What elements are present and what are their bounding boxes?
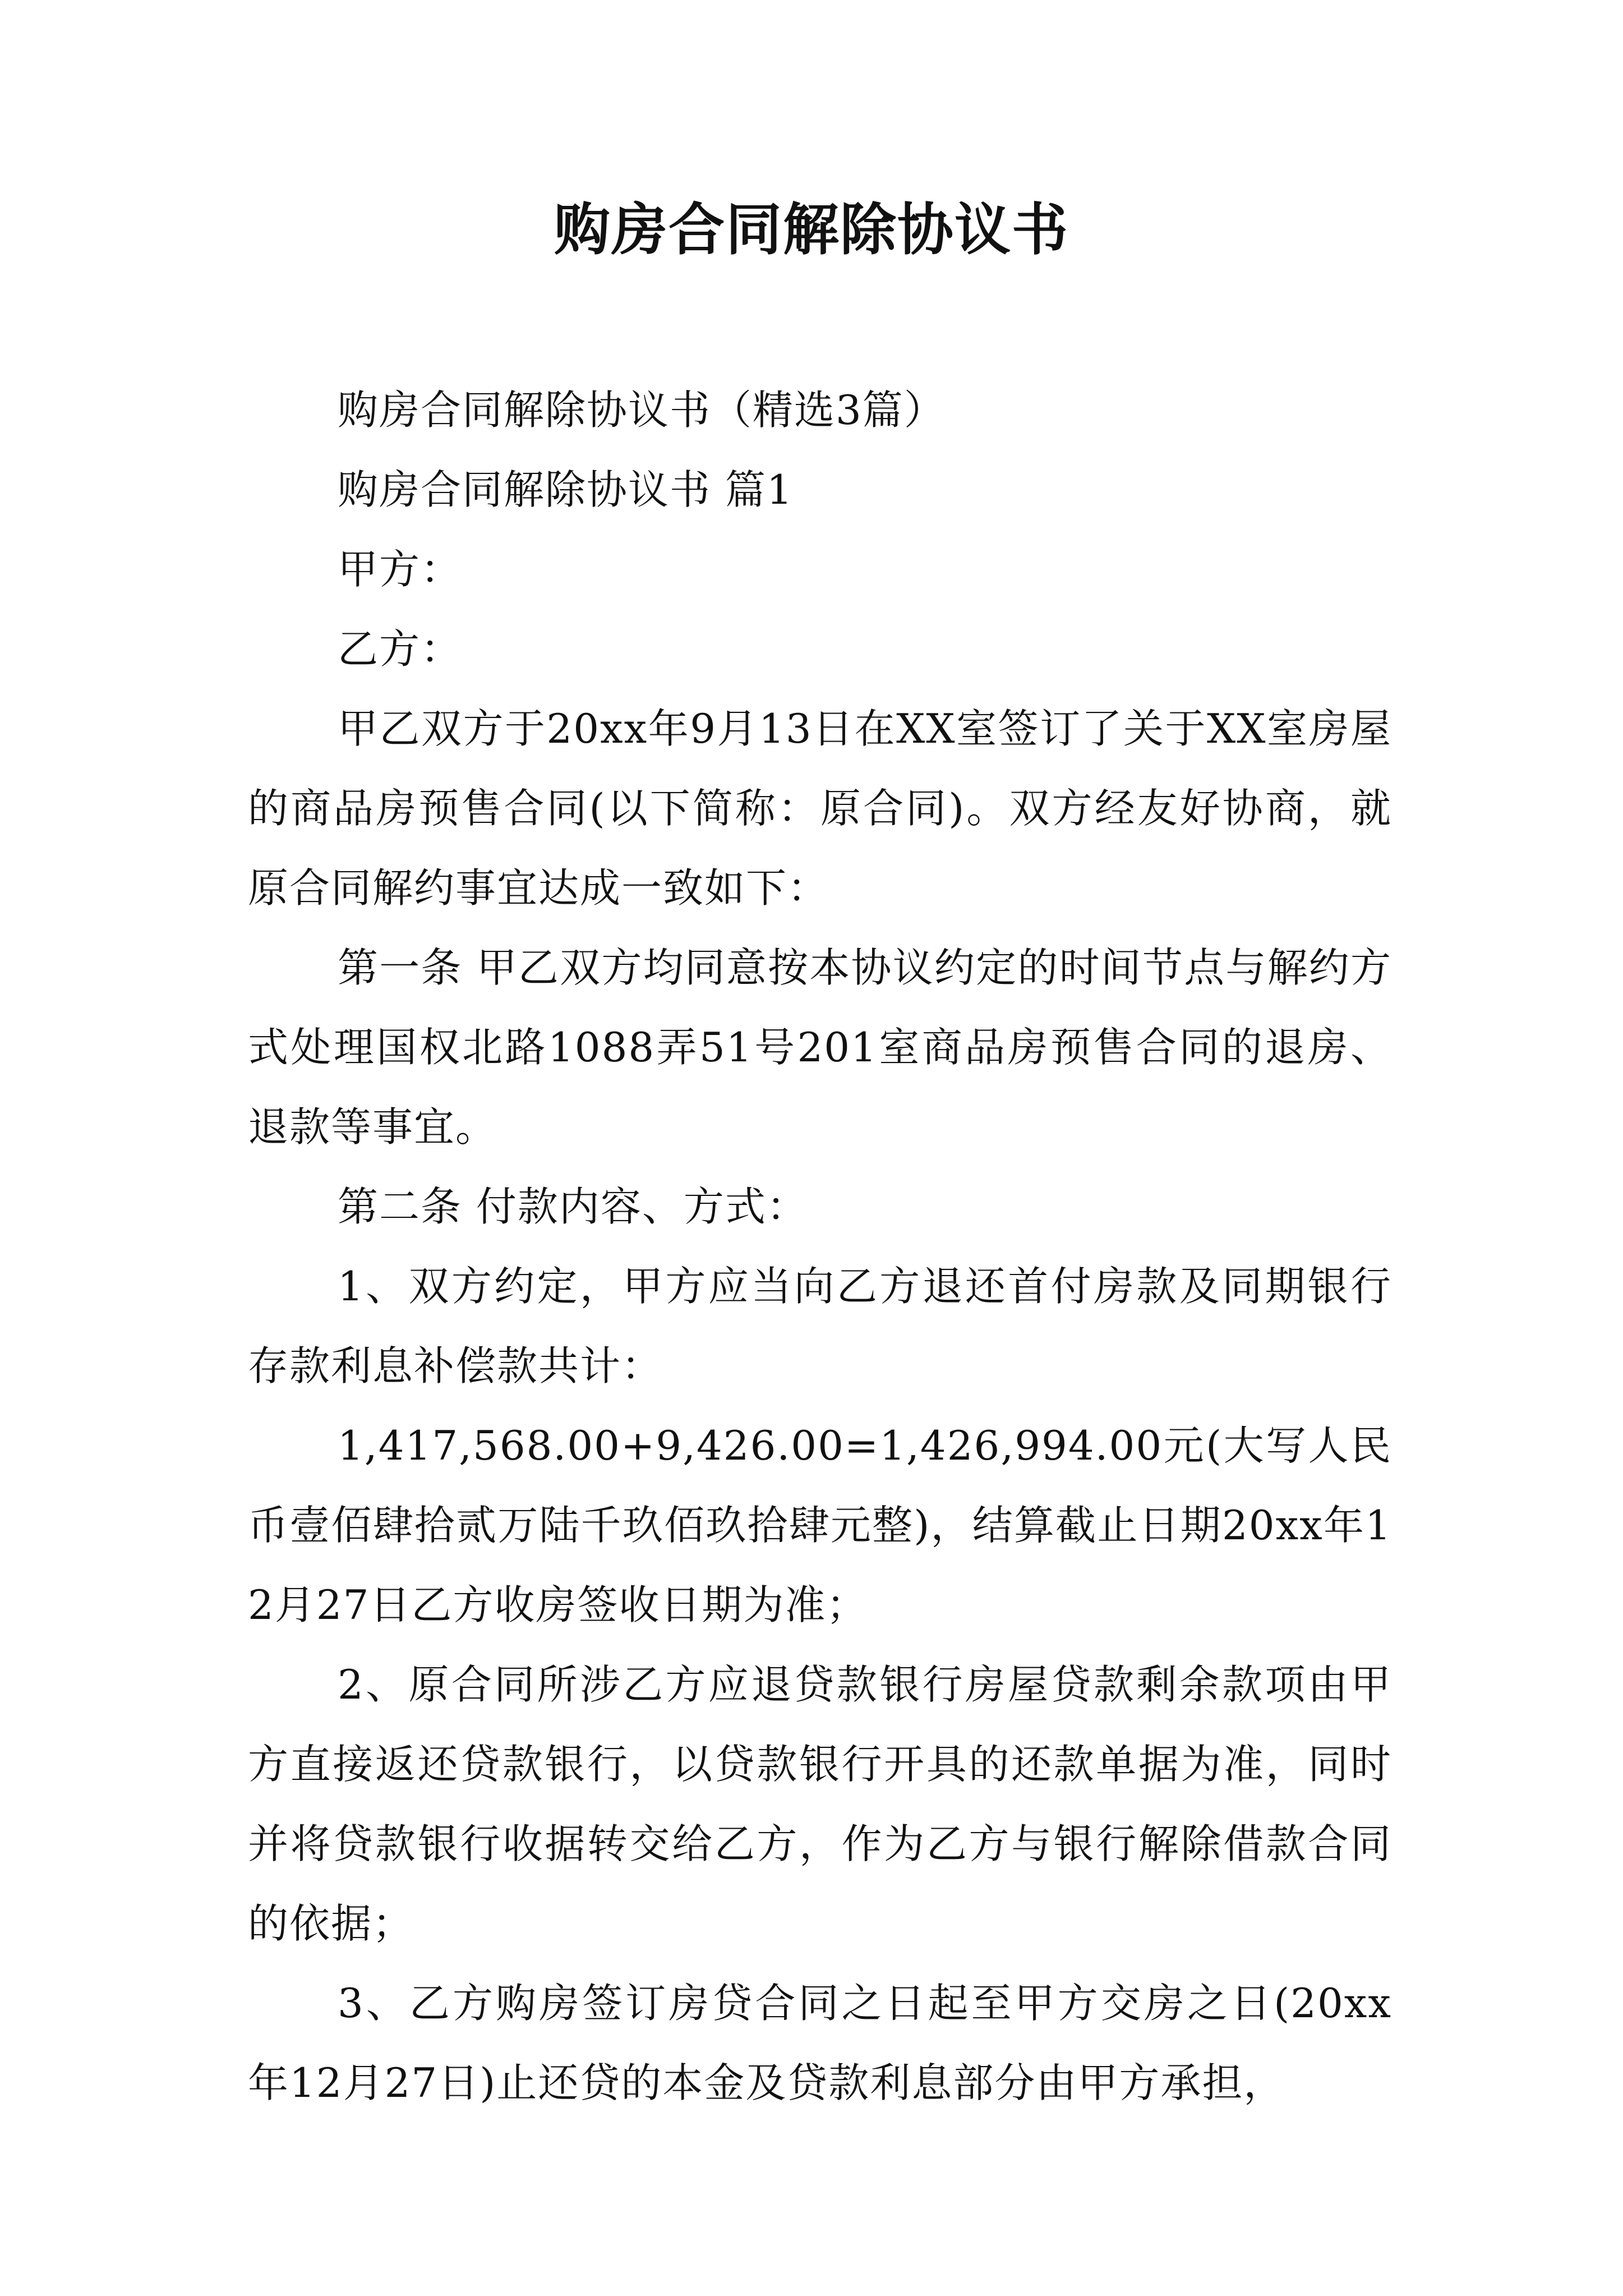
- paragraph-preamble: 甲乙双方于20xx年9月13日在XX室签订了关于XX室房屋的商品房预售合同(以下简称：原合同)。双方经友好协商，就原合同解约事宜达成一致如下：: [248, 705, 1392, 912]
- paragraph-article-2: 第二条 付款内容、方式：: [338, 1183, 808, 1230]
- paragraph-clause-1: 1、双方约定，甲方应当向乙方退还首付房款及同期银行存款利息补偿款共计：: [248, 1263, 1392, 1389]
- paragraph-clause-2: 2、原合同所涉乙方应退贷款银行房屋贷款剩余款项由甲方直接返还贷款银行，以贷款银行开具的还款单据为准，同时并将贷款银行收据转交给乙方，作为乙方与银行解除借款合同的依据；: [248, 1661, 1392, 1947]
- paragraph-clause-3: 3、乙方购房签订房贷合同之日起至甲方交房之日(20xx年12月27日)止还贷的本金及贷款利息部分由甲方承担，: [248, 1980, 1392, 2106]
- paragraph-party-a: 甲方：: [338, 546, 463, 593]
- paragraph-amount: 1,417,568.00+9,426.00=1,426,994.00元(大写人民币壹佰肆拾贰万陆千玖佰玖拾肆元整)，结算截止日期20xx年12月27日乙方收房签收日期为准；: [248, 1422, 1392, 1628]
- document-body: [248, 370, 1392, 2123]
- paragraph-section-heading: 购房合同解除协议书 篇1: [338, 466, 794, 513]
- document-title: 购房合同解除协议书: [554, 197, 1069, 263]
- paragraph-article-1: 第一条 甲乙双方均同意按本协议约定的时间节点与解约方式处理国权北路1088弄51号201室商品房预售合同的退房、退款等事宜。: [248, 944, 1392, 1151]
- paragraph-party-b: 乙方：: [338, 625, 463, 673]
- paragraph-subtitle: 购房合同解除协议书（精选3篇）: [338, 386, 946, 434]
